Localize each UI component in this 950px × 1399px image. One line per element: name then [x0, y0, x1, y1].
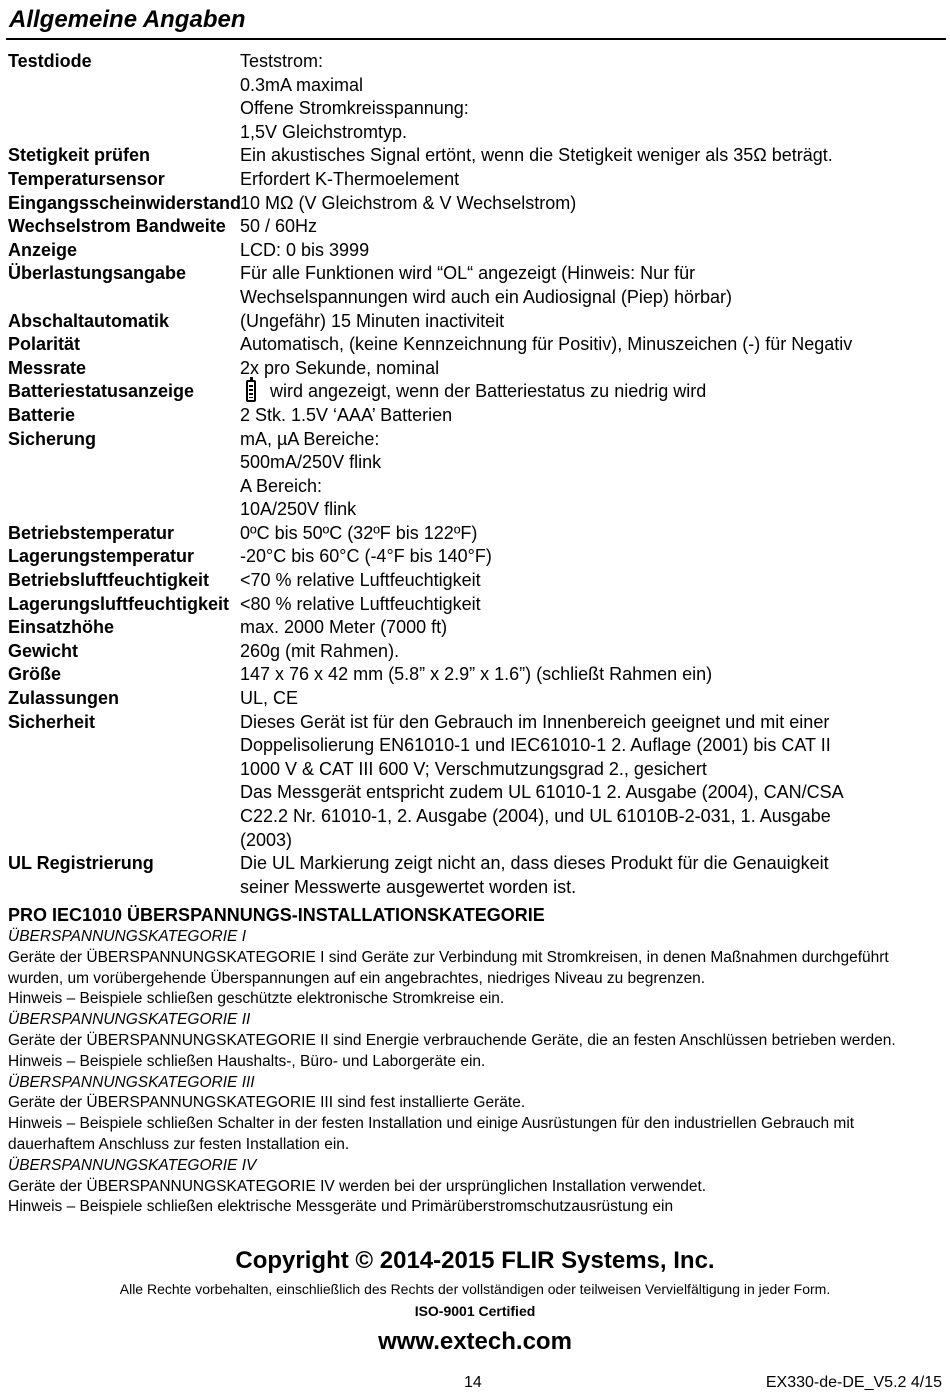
spec-value-line: mA, µA Bereiche:	[240, 428, 380, 449]
spec-value-line: (Ungefähr) 15 Minuten inactiviteit	[240, 310, 505, 331]
spec-value-line: 50 / 60Hz	[240, 216, 318, 237]
spec-value	[240, 50, 944, 144]
spec-value	[240, 663, 944, 687]
spec-value	[240, 593, 944, 617]
spec-label: Betriebsluftfeuchtigkeit	[8, 570, 210, 591]
spec-value	[240, 852, 944, 899]
website-url: www.extech.com	[378, 1328, 572, 1355]
category-heading: PRO IEC1010 ÜBERSPANNUNGS-INSTALLATIONSKATEGORIE	[8, 905, 545, 925]
spec-row	[8, 144, 944, 168]
spec-label: Lagerungstemperatur	[8, 546, 195, 567]
spec-row	[8, 262, 944, 309]
spec-label: Lagerungsluftfeuchtigkeit	[8, 593, 230, 614]
page-number: 14	[464, 1374, 482, 1391]
spec-label: Sicherung	[8, 428, 97, 449]
footer	[0, 1244, 950, 1362]
spec-value-line: 0ºC bis 50ºC (32ºF bis 122ºF)	[240, 522, 478, 543]
category-text: Geräte der ÜBERSPANNUNGSKATEGORIE I sind Geräte zur Verbindung mit Stromkreisen, in denen Maßnahmen durchgeführt wurden, um vorübergehende Überspannungen auf ein angebrachtes, niedriges Niveau zu begrenzen.	[8, 948, 889, 987]
spec-value	[240, 380, 944, 404]
spec-row	[8, 616, 944, 640]
spec-value-line: Offene Stromkreisspannung:	[240, 98, 469, 119]
spec-value	[240, 357, 944, 381]
spec-label: Abschaltautomatik	[8, 310, 170, 331]
spec-value-line: 500mA/250V flink	[240, 452, 382, 473]
spec-value-line: Die UL Markierung zeigt nicht an, dass dieses Produkt für die Genauigkeit	[240, 853, 829, 874]
spec-value	[240, 168, 944, 192]
spec-value	[240, 569, 944, 593]
spec-value	[240, 522, 944, 546]
category-title: ÜBERSPANNUNGSKATEGORIE II	[8, 1011, 251, 1029]
spec-value	[240, 239, 944, 263]
spec-row	[8, 50, 944, 144]
category-note: Hinweis – Beispiele schließen geschützte elektronische Stromkreise ein.	[8, 990, 505, 1008]
spec-value-line: Automatisch, (keine Kennzeichnung für Positiv), Minuszeichen (-) für Negativ	[240, 334, 853, 355]
spec-row	[8, 192, 944, 216]
spec-value-line: 147 x 76 x 42 mm (5.8” x 2.9” x 1.6”) (schließt Rahmen ein)	[240, 664, 713, 685]
category-list	[8, 927, 944, 1218]
spec-value-line: 1000 V & CAT III 600 V; Verschmutzungsgrad 2., gesichert	[240, 758, 707, 779]
page-title: Allgemeine Angaben	[9, 6, 246, 33]
spec-row	[8, 569, 944, 593]
spec-label: Wechselstrom Bandweite	[8, 216, 226, 237]
spec-row	[8, 239, 944, 263]
spec-value-line: max. 2000 Meter (7000 ft)	[240, 617, 448, 638]
spec-value-line: 0.3mA maximal	[240, 74, 364, 95]
spec-value-line: (2003)	[240, 829, 293, 850]
spec-label: Betriebstemperatur	[8, 522, 175, 543]
spec-row	[8, 428, 944, 522]
spec-label: Batteriestatusanzeige	[8, 381, 195, 402]
spec-value-line: 1,5V Gleichstromtyp.	[240, 121, 408, 142]
spec-value-line: 260g (mit Rahmen).	[240, 640, 400, 661]
spec-row	[8, 545, 944, 569]
spec-label: Testdiode	[8, 51, 92, 71]
spec-label: Zulassungen	[8, 688, 120, 709]
spec-value	[240, 215, 944, 239]
spec-value-line: Dieses Gerät ist für den Gebrauch im Innenbereich geeignet und mit einer	[240, 711, 830, 732]
spec-value-line: 10 MΩ (V Gleichstrom & V Wechselstrom)	[240, 192, 577, 213]
spec-value-line: 2x pro Sekunde, nominal	[240, 357, 440, 378]
spec-row	[8, 380, 944, 404]
spec-value-line: -20°C bis 60°C (-4°F bis 140°F)	[240, 546, 492, 567]
spec-value	[240, 333, 944, 357]
spec-value-line: <70 % relative Luftfeuchtigkeit	[240, 570, 481, 591]
spec-value-line: Doppelisolierung EN61010-1 und IEC61010-1 2. Auflage (2001) bis CAT II	[240, 735, 831, 756]
spec-label: Batterie	[8, 404, 76, 425]
spec-value	[240, 310, 944, 334]
spec-value	[240, 262, 944, 309]
spec-row	[8, 522, 944, 546]
spec-value	[240, 616, 944, 640]
spec-value-line: A Bereich:	[240, 475, 323, 496]
spec-value-line: Für alle Funktionen wird “OL“ angezeigt (Hinweis: Nur für	[240, 263, 696, 284]
spec-row	[8, 663, 944, 687]
spec-value-line: Erfordert K-Thermoelement	[240, 168, 460, 189]
spec-value-line: 10A/250V flink	[240, 499, 357, 520]
spec-label: Eingangsscheinwiderstand	[8, 192, 242, 213]
spec-value	[240, 144, 944, 168]
spec-value	[240, 687, 944, 711]
spec-value-line: LCD: 0 bis 3999	[240, 239, 370, 260]
spec-row	[8, 687, 944, 711]
spec-label: Stetigkeit prüfen	[8, 145, 151, 166]
category-text: Geräte der ÜBERSPANNUNGSKATEGORIE II sind Energie verbrauchende Geräte, die an festen Anschlüssen betrieben werden.	[8, 1031, 896, 1049]
spec-row	[8, 711, 944, 853]
spec-row	[8, 640, 944, 664]
category-note: Hinweis – Beispiele schließen elektrische Messgeräte und Primärüberstromschutzausrüstung ein	[8, 1198, 674, 1216]
spec-row	[8, 852, 944, 899]
spec-label: Sicherheit	[8, 711, 96, 732]
document-id: EX330-de-DE_V5.2 4/15	[765, 1374, 942, 1391]
iso-certification: ISO-9001 Certified	[414, 1303, 536, 1319]
spec-row	[8, 357, 944, 381]
spec-label: Messrate	[8, 357, 87, 378]
title-divider	[6, 38, 946, 40]
spec-label: Gewicht	[8, 640, 79, 661]
spec-value	[240, 192, 944, 216]
spec-value	[240, 640, 944, 664]
battery-icon	[246, 380, 256, 402]
spec-value	[240, 428, 944, 522]
spec-value-line: <80 % relative Luftfeuchtigkeit	[240, 593, 481, 614]
spec-value-line: Das Messgerät entspricht zudem UL 61010-1 2. Ausgabe (2004), CAN/CSA	[240, 782, 844, 803]
category-title: ÜBERSPANNUNGSKATEGORIE I	[8, 928, 246, 945]
category-text: Geräte der ÜBERSPANNUNGSKATEGORIE IV werden bei der ursprünglichen Installation verwendet.	[8, 1177, 707, 1195]
spec-value-line: UL, CE	[240, 688, 299, 709]
spec-value-line: C22.2 Nr. 61010-1, 2. Ausgabe (2004), und UL 61010B-2-031, 1. Ausgabe	[240, 806, 831, 826]
spec-value-line: 2 Stk. 1.5V ‘AAA’ Batterien	[240, 404, 453, 425]
spec-row	[8, 404, 944, 428]
spec-value-line: Wechselspannungen wird auch ein Audiosignal (Piep) hörbar)	[240, 286, 732, 307]
spec-row	[8, 310, 944, 334]
rights-text: Alle Rechte vorbehalten, einschließlich des Rechts der vollständigen oder teilweisen Vervielfältigung in jeder Form.	[119, 1281, 831, 1297]
spec-value-line: Teststrom:	[240, 51, 324, 71]
spec-value	[240, 545, 944, 569]
spec-label: UL Registrierung	[8, 853, 154, 874]
spec-value-line: seiner Messwerte ausgewertet worden ist.	[240, 876, 577, 897]
category-title: ÜBERSPANNUNGSKATEGORIE IV	[8, 1156, 257, 1174]
overvoltage-category-section	[8, 903, 944, 1218]
spec-label: Temperatursensor	[8, 168, 165, 189]
spec-label: Anzeige	[8, 239, 78, 260]
spec-label: Größe	[8, 664, 62, 685]
spec-value-text: wird angezeigt, wenn der Batteriestatus zu niedrig wird	[270, 381, 707, 402]
category-note: Hinweis – Beispiele schließen Schalter in der festen Installation und einige Ausrüstungen für den industriellen Gebrauch mit dauerhaftem Anschluss zur festen Installation ein.	[8, 1115, 855, 1153]
spec-table	[8, 50, 944, 899]
category-note: Hinweis – Beispiele schließen Haushalts-, Büro- und Laborgeräte ein.	[8, 1052, 486, 1070]
spec-value-line	[240, 380, 944, 404]
category-text: Geräte der ÜBERSPANNUNGSKATEGORIE III sind fest installierte Geräte.	[8, 1094, 526, 1112]
spec-row	[8, 168, 944, 192]
spec-label: Polarität	[8, 334, 81, 355]
category-title: ÜBERSPANNUNGSKATEGORIE III	[8, 1073, 255, 1091]
spec-label: Einsatzhöhe	[8, 617, 115, 638]
copyright-text: Copyright © 2014-2015 FLIR Systems, Inc.	[235, 1247, 715, 1274]
spec-row	[8, 333, 944, 357]
spec-label: Überlastungsangabe	[8, 263, 187, 284]
spec-row	[8, 215, 944, 239]
spec-value	[240, 404, 944, 428]
spec-value-line: Ein akustisches Signal ertönt, wenn die Stetigkeit weniger als 35Ω beträgt.	[240, 145, 833, 166]
spec-value	[240, 711, 944, 853]
spec-row	[8, 593, 944, 617]
